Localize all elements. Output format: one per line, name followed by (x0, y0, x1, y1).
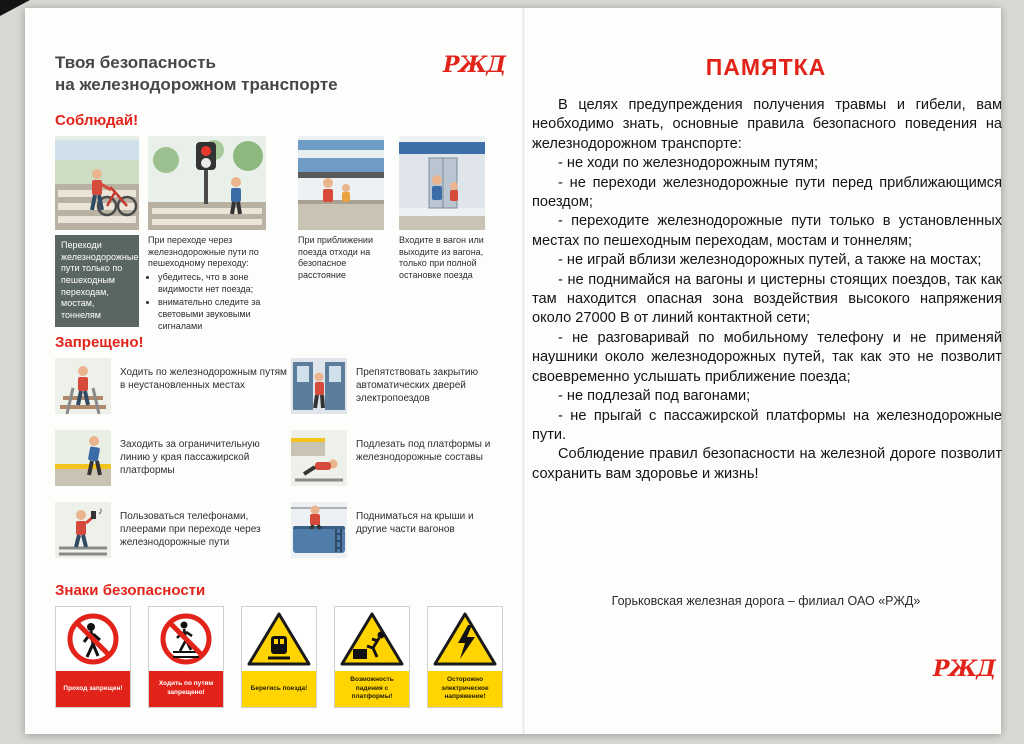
train-approaching-illustration (298, 136, 384, 230)
memo-rule: - не играй вблизи железнодорожных путей, а также на мостах; (558, 252, 982, 269)
crawl-under-platform-illustration (291, 430, 347, 486)
forbidden-caption: Пользоваться телефонами, плеерами при переходе через железнодорожные пути (120, 511, 261, 548)
comply-caption: При приближении поезда отходи на безопасное расстояние (298, 235, 373, 281)
comply-item (298, 136, 384, 335)
forbidden-caption: Ходить по железнодорожным путям в неустановленных местах (120, 367, 287, 391)
sign-label: Ходить по путям запрещено! (149, 671, 223, 707)
comply-caption (148, 235, 266, 335)
memo-rule: - не подлезай под вагонами; (558, 388, 751, 405)
comply-caption-bullet: • убедитесь, что в зоне видимости нет поезда; (158, 272, 266, 295)
scan-artifact-corner (0, 0, 30, 16)
no-walking-icon (56, 607, 130, 671)
safety-sign-fall-from-platform (334, 606, 410, 708)
comply-item (55, 136, 139, 335)
memo-intro: В целях предупреждения получения травмы и гибели, вам необходимо знать, основные правила безопасного поведения на железнодорожном транспорте: (532, 97, 1002, 152)
memo-rule: - не переходи железнодорожные пути перед приближающимся поездом; (532, 174, 1002, 211)
train-warning-icon (242, 607, 316, 671)
no-track-walking-icon (149, 607, 223, 671)
forbidden-caption: Заходить за ограничительную линию у края пассажирской платформы (120, 439, 260, 476)
memo-rule: - переходите железнодорожные пути только в установленных местах по пешеходным переходам, мостам и тоннелям; (532, 213, 1002, 249)
forbidden-item (55, 430, 291, 486)
rzd-logo-top (443, 52, 505, 78)
rzd-logo-text: РЖД (443, 52, 505, 78)
memo-body (532, 96, 1002, 484)
memo-title: ПАМЯТКА (705, 54, 827, 80)
comply-caption-bullet: • внимательно следите за световыми звуковыми сигналами (158, 297, 266, 332)
falling-person-warning-icon (335, 607, 409, 671)
page-title-line1: Твоя безопасность (55, 53, 216, 72)
section-heading-forbidden: Запрещено! (55, 334, 144, 351)
svg-text:♪: ♪ (98, 506, 103, 517)
high-voltage-warning-icon (428, 607, 502, 671)
door-blocking-illustration (291, 358, 347, 414)
safety-sign-no-track-walking (148, 606, 224, 708)
forbidden-caption: Подниматься на крыши и другие части вагонов (356, 511, 474, 535)
climbing-wagon-roof-illustration (291, 502, 347, 558)
leaflet-page (25, 8, 1001, 734)
forbidden-item (291, 358, 507, 414)
pedestrian-crossing-cyclist-illustration (55, 136, 139, 230)
memo-rule: - не ходи по железнодорожным путям; (558, 155, 819, 172)
comply-row (55, 136, 495, 335)
sign-label: Возможность падения с платформы! (335, 671, 409, 707)
forbidden-caption: Препятствовать закрытию автоматических дверей электропоездов (356, 367, 478, 404)
safety-sign-no-walking (55, 606, 131, 708)
comply-caption: Входите в вагон или выходите из вагона, только при полной остановке поезда (399, 235, 484, 281)
forbidden-item (55, 502, 291, 558)
forbidden-item (291, 502, 507, 558)
forbidden-item (291, 430, 507, 486)
sign-label: Берегись поезда! (242, 671, 316, 707)
section-heading-comply: Соблюдай! (55, 112, 139, 129)
page-title-line2: на железнодорожном транспорте (55, 75, 338, 95)
page-title (55, 52, 338, 96)
memo-rule: - не поднимайся на вагоны и цистерны стоящих поездов, так как там находится опасная зона воздействия высокого напряжения около 27000 В от линий контактной сети; (532, 271, 1002, 327)
platform-edge-illustration (55, 430, 111, 486)
comply-item (148, 136, 266, 335)
sign-label: Проход запрещен! (56, 671, 130, 707)
memo-footer: Горьковская железная дорога – филиал ОАО «РЖД» (611, 594, 921, 608)
comply-item (399, 136, 485, 335)
forbidden-item (55, 358, 291, 414)
forbidden-grid (55, 358, 507, 558)
rzd-logo-bottom (933, 656, 995, 682)
crossing-signal-illustration (148, 136, 266, 230)
safety-sign-beware-train (241, 606, 317, 708)
comply-caption-lead: При переходе через железнодорожные пути по пешеходному переходу: (148, 235, 259, 269)
memo-rule: - не прыгай с пассажирской платформы на железнодорожные пути. (532, 407, 1002, 443)
section-heading-signs: Знаки безопасности (55, 582, 206, 599)
forbidden-caption: Подлезать под платформы и железнодорожные составы (356, 439, 491, 463)
safety-sign-electric-hazard (427, 606, 503, 708)
walking-on-tracks-illustration (55, 358, 111, 414)
fold-crease (522, 8, 525, 734)
boarding-train-illustration (399, 136, 485, 230)
sign-label: Осторожно электрическое напряжение! (428, 671, 502, 707)
signs-row (55, 606, 503, 708)
rzd-logo-text: РЖД (933, 656, 995, 682)
memo-outro: Соблюдение правил безопасности на железной дороге позволит сохранить вам здоровье и жизнь! (532, 446, 1002, 482)
memo-rule: - не разговаривай по мобильному телефону и не применяй наушники около железнодорожных путей, так как это не позволит своевременно услышать приближение поезда; (532, 329, 1002, 385)
comply-caption: Переходи железнодорожные пути только по пешеходным переходам, мостам, тоннелям (55, 235, 139, 327)
comply-caption-bullets (148, 272, 266, 332)
phone-while-crossing-illustration (55, 502, 111, 558)
